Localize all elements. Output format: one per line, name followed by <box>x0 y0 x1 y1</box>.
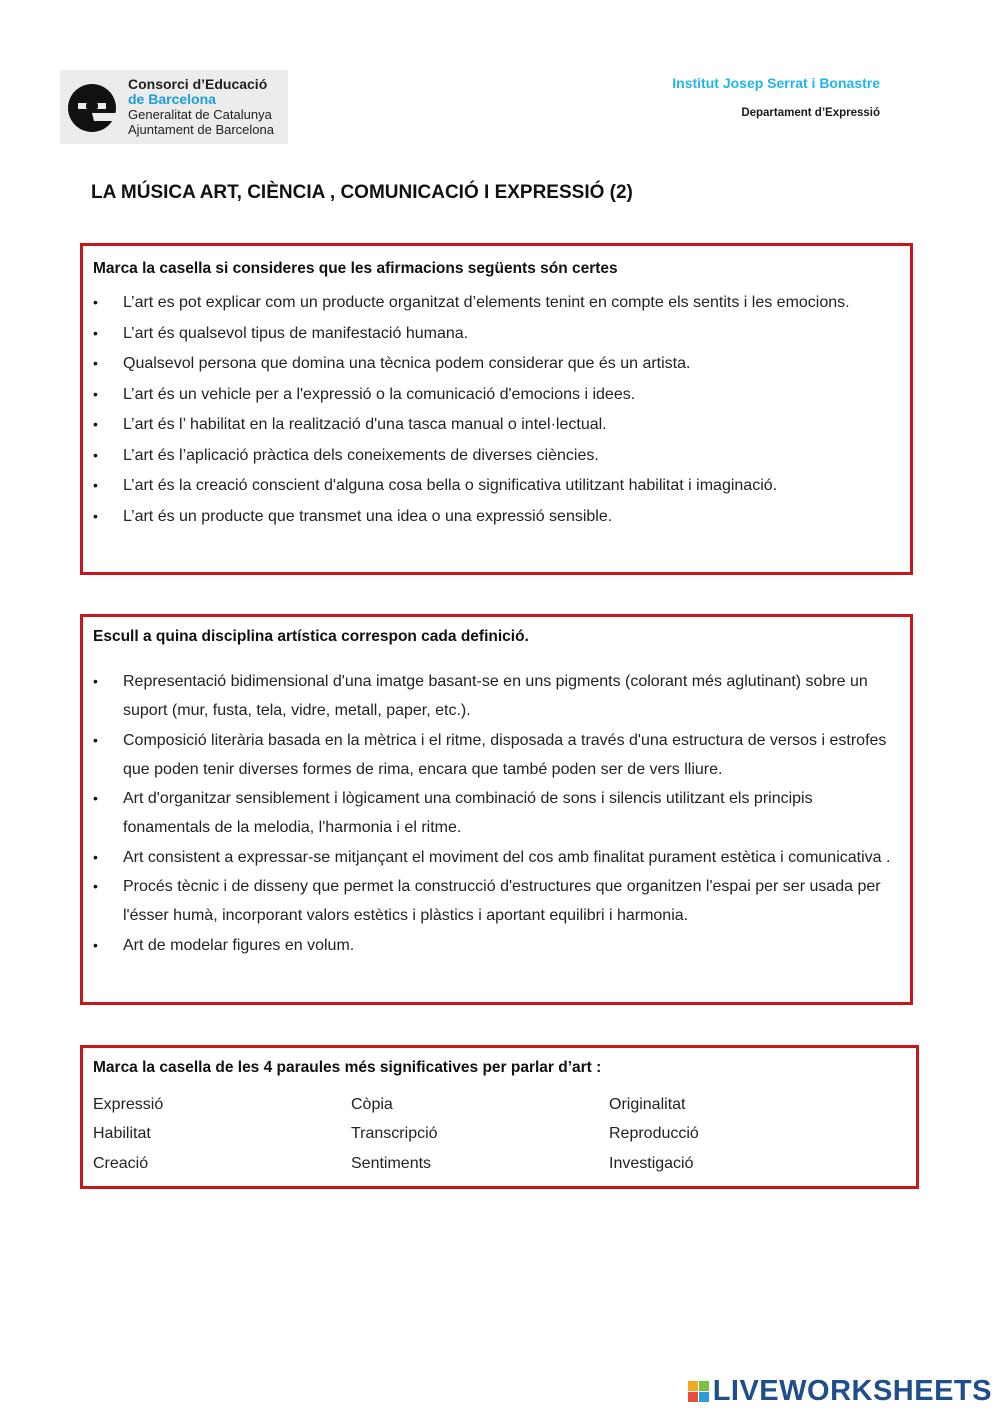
statement-item[interactable]: • L’art és la creació conscient d'alguna cosa bella o significativa utilitzant habilitat i imaginació. <box>93 471 900 502</box>
statement-item[interactable]: • L’art és un vehicle per a l'expressió o la comunicació d'emocions i idees. <box>93 380 900 411</box>
word-option[interactable]: Expressió <box>93 1096 164 1113</box>
definition-item[interactable]: • Art de modelar figures en volum. <box>93 931 900 960</box>
statement-item[interactable]: • L’art és l’aplicació pràctica dels coneixements de diverses ciències. <box>93 441 900 472</box>
logo-line-2: de Barcelona <box>128 91 216 107</box>
section-3-heading: Marca la casella de les 4 paraules més significatives per parlar d’art : <box>93 1059 602 1076</box>
liveworksheets-logo <box>688 1375 992 1408</box>
statement-list <box>93 288 900 532</box>
logo-text <box>128 77 274 137</box>
consorci-logo <box>60 70 288 144</box>
statement-item[interactable]: • Qualsevol persona que domina una tècnica podem considerar que és un artista. <box>93 349 900 380</box>
logo-line-3: Generalitat de Catalunya <box>128 107 272 122</box>
definition-item[interactable]: • Composició literària basada en la mètrica i el ritme, disposada a través d'una estructura de versos i estrofes que poden tenir diverses formes de rima, encara que també poden ser de vers lliure. <box>93 726 900 785</box>
section-disciplines <box>80 614 913 1005</box>
word-option[interactable]: Transcripció <box>351 1125 438 1143</box>
statement-item[interactable]: • L’art és l’ habilitat en la realització d'una tasca manual o intel·lectual. <box>93 410 900 441</box>
page-title: LA MÚSICA ART, CIÈNCIA , COMUNICACIÓ I EXPRESSIÓ (2) <box>91 182 633 203</box>
section-significant-words <box>80 1045 919 1189</box>
section-2-heading: Escull a quina disciplina artística correspon cada definició. <box>93 628 529 645</box>
statement-item[interactable]: • L’art és un producte que transmet una idea o una expressió sensible. <box>93 502 900 533</box>
word-option[interactable]: Sentiments <box>351 1154 432 1172</box>
liveworksheets-grid-icon <box>688 1381 709 1402</box>
section-1-heading: Marca la casella si consideres que les afirmacions següents són certes <box>93 260 618 277</box>
logo-line-1: Consorci d’Educació <box>128 76 268 92</box>
word-option[interactable]: Còpia <box>351 1096 393 1113</box>
liveworksheets-brand: LIVEWORKSHEETS <box>712 1375 992 1407</box>
word-grid <box>93 1090 906 1178</box>
statement-item[interactable]: • L’art es pot explicar com un producte organitzat d’elements tenint en compte els sentits i les emocions. <box>93 288 900 319</box>
word-option[interactable]: Reproducció <box>609 1125 699 1143</box>
word-option[interactable]: Creació <box>93 1154 149 1172</box>
definition-list <box>93 667 900 960</box>
department-name: Departament d’Expressió <box>741 107 880 119</box>
logo-line-4: Ajuntament de Barcelona <box>128 122 274 137</box>
definition-item[interactable]: • Art d'organitzar sensiblement i lògicament una combinació de sons i silencis utilitzant els principis fonamentals de la melodia, l'harmonia i el ritme. <box>93 784 900 843</box>
consorci-e-logo-icon <box>64 79 120 135</box>
definition-item[interactable]: • Representació bidimensional d'una imatge basant-se en uns pigments (colorant més aglutinant) sobre un suport (mur, fusta, tela, vidre, metall, paper, etc.). <box>93 667 900 726</box>
definition-item[interactable]: • Art consistent a expressar-se mitjançant el moviment del cos amb finalitat purament estètica i comunicativa . <box>93 843 900 872</box>
school-name: Institut Josep Serrat i Bonastre <box>672 75 880 91</box>
section-true-statements <box>80 243 913 575</box>
word-option[interactable]: Investigació <box>609 1154 694 1172</box>
word-option[interactable]: Habilitat <box>93 1125 151 1143</box>
definition-item[interactable]: • Procés tècnic i de disseny que permet la construcció d'estructures que organitzen l'espai per ser usada per l'ésser humà, incorporant valors estètics i plàstics i aportant equilibri i harmonia. <box>93 872 900 931</box>
word-option[interactable]: Originalitat <box>609 1096 686 1113</box>
statement-item[interactable]: • L’art és qualsevol tipus de manifestació humana. <box>93 319 900 350</box>
